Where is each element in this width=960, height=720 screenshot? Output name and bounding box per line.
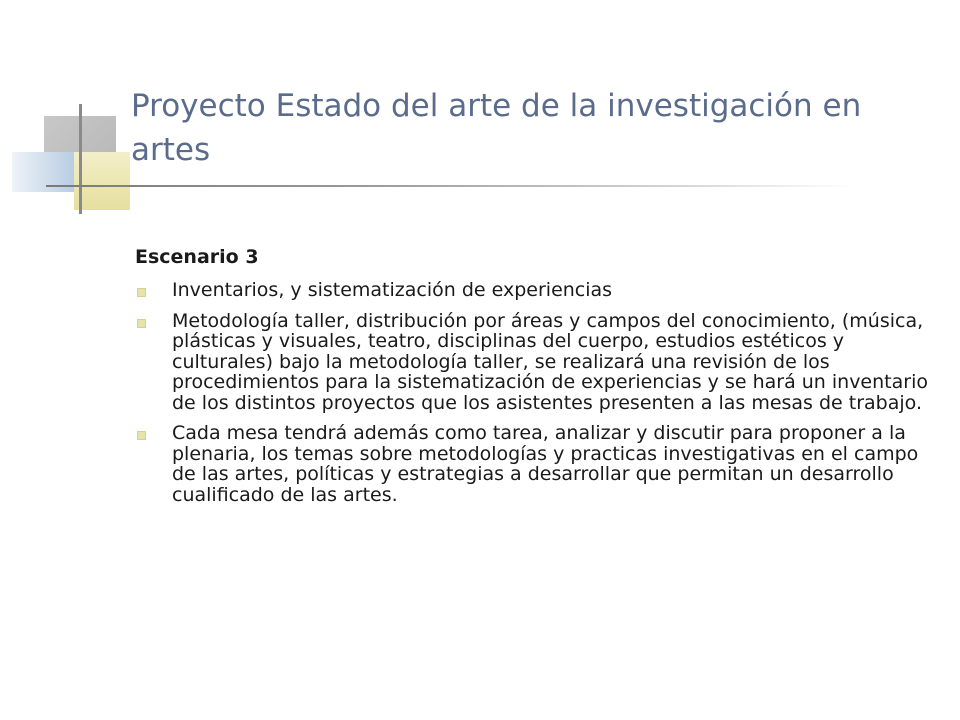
- square-bullet-icon: [137, 319, 146, 328]
- decorative-vertical-line: [79, 104, 82, 214]
- slide-content: [135, 244, 935, 515]
- bullet-text: Inventarios, y sistematización de experiencias: [172, 279, 613, 301]
- bullet-item: [135, 311, 935, 414]
- decorative-yellow-square: [74, 152, 130, 210]
- bullet-item: [135, 280, 935, 301]
- slide-title: Proyecto Estado del arte de la investigación en artes: [131, 88, 862, 168]
- title-underline: [46, 185, 856, 187]
- bullet-text: Cada mesa tendrá además como tarea, analizar y discutir para proponer a la plenaria, los temas sobre metodologías y practicas investigativas en el campo de las artes, políticas y estrategias a desarrollar que permitan un desarrollo cualificado de las artes.: [172, 422, 919, 506]
- bullet-list: [135, 280, 935, 505]
- bullet-item: [135, 423, 935, 505]
- square-bullet-icon: [137, 431, 146, 440]
- square-bullet-icon: [137, 288, 146, 297]
- section-heading: Escenario 3: [135, 246, 259, 268]
- bullet-text: Metodología taller, distribución por áreas y campos del conocimiento, (música, plásticas y visuales, teatro, disciplinas del cuerpo, estudios estéticos y culturales) bajo la metodología taller, se realizará una revisión de los procedimientos para la sistematización de experiencias y se hará un inventario de los distintos proyectos que los asistentes presenten a las mesas de trabajo.: [172, 309, 928, 414]
